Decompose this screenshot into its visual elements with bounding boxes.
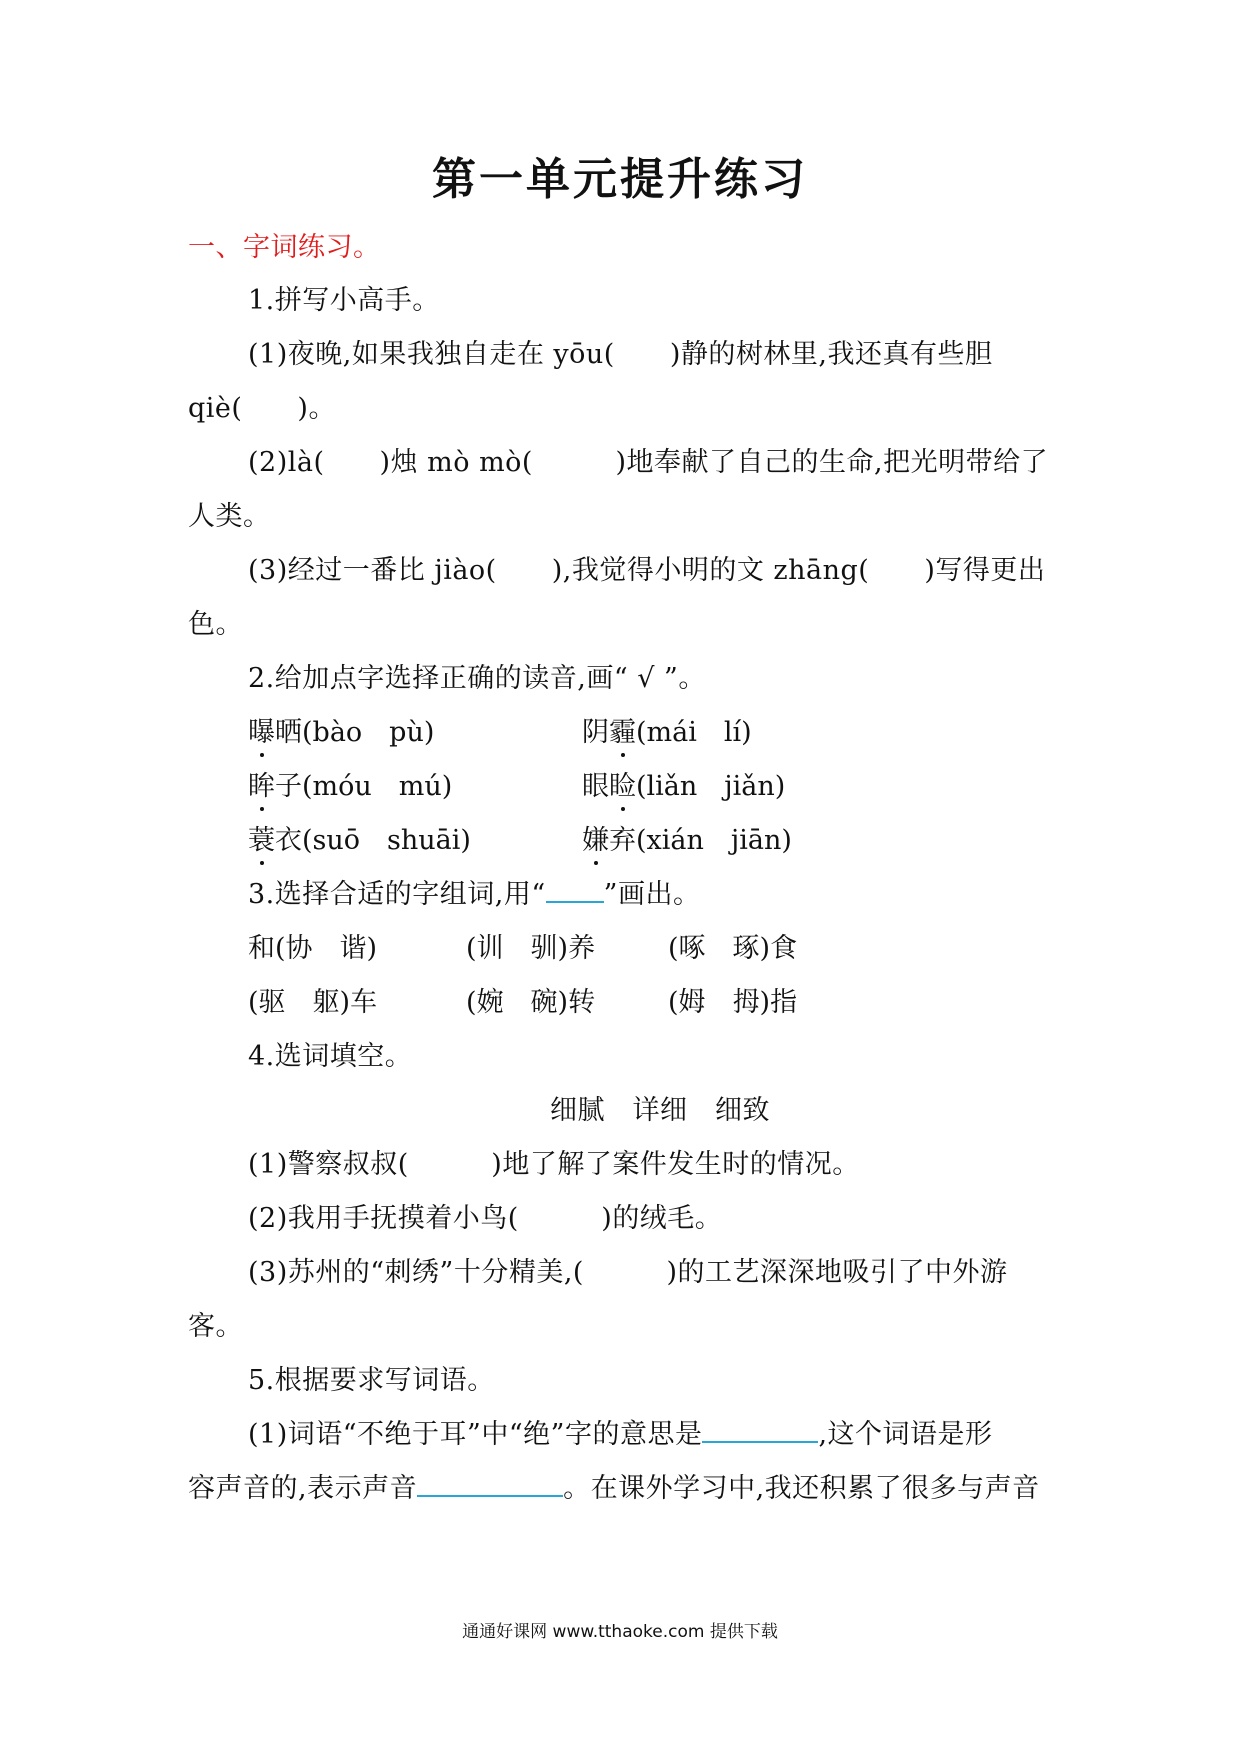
q5-text: ,这个词语是形	[818, 1419, 993, 1450]
page-footer: 通通好课网 www.tthaoke.com 提供下载	[462, 1622, 778, 1642]
dotted-char: 曝	[248, 715, 275, 751]
q2-item-text: 弃(xián jiān)	[609, 825, 792, 856]
q4-heading: 4.选词填空。	[248, 1041, 413, 1072]
q2-item-3b	[582, 823, 792, 859]
q1-line-5: (3)经过一番比 jiào( ),我觉得小明的文 zhāng( )写得更出	[248, 555, 1046, 586]
q2-item-1a	[248, 715, 434, 751]
q3-option: (婉 碗)转	[466, 987, 596, 1018]
dotted-char: 眸	[248, 769, 275, 805]
q2-item-1b	[582, 715, 752, 751]
q3-option: (啄 琢)食	[668, 933, 798, 964]
q1-line-4: 人类。	[188, 501, 271, 532]
q1-line-6: 色。	[188, 609, 243, 640]
page-title: 第一单元提升练习	[432, 154, 808, 205]
q1-line-2: qiè( )。	[188, 393, 336, 424]
q5-text: (1)词语“不绝于耳”中“绝”字的意思是	[248, 1419, 703, 1450]
q4-line-4: 客。	[188, 1311, 243, 1342]
q4-line-1: (1)警察叔叔( )地了解了案件发生时的情况。	[248, 1149, 860, 1180]
q2-heading: 2.给加点字选择正确的读音,画“ √ ”。	[248, 663, 706, 694]
q3-option: 和(协 谐)	[248, 933, 378, 964]
q5-text: 容声音的,表示声音	[188, 1473, 418, 1504]
answer-blank[interactable]	[702, 1437, 818, 1443]
q2-item-text: (liǎn jiǎn)	[636, 771, 786, 802]
section-heading: 一、字词练习。	[188, 232, 381, 263]
q5-text: 。在课外学习中,我还积累了很多与声音	[563, 1473, 1040, 1504]
q2-item-text: 子(móu mú)	[275, 771, 453, 802]
underline-sample	[546, 897, 604, 903]
q1-line-3: (2)là( )烛 mò mò( )地奉献了自己的生命,把光明带给了	[248, 447, 1049, 478]
q3-option: (姆 拇)指	[668, 987, 798, 1018]
q3-option: (训 驯)养	[466, 933, 596, 964]
dotted-char: 嫌	[582, 823, 609, 859]
q3-heading	[248, 877, 700, 913]
q5-line-2	[188, 1471, 1040, 1507]
q1-heading: 1.拼写小高手。	[248, 285, 440, 316]
q5-line-1	[248, 1417, 993, 1453]
q4-line-2: (2)我用手抚摸着小鸟( )的绒毛。	[248, 1203, 723, 1234]
q4-word-bank: 细腻 详细 细致	[550, 1095, 770, 1126]
dotted-char: 睑	[609, 769, 636, 805]
q2-item-prefix: 阴	[582, 717, 609, 748]
q2-item-3a	[248, 823, 471, 859]
dotted-char: 霾	[609, 715, 636, 751]
q2-item-2a	[248, 769, 452, 805]
q1-line-1: (1)夜晚,如果我独自走在 yōu( )静的树林里,我还真有些胆	[248, 339, 993, 370]
q3-heading-text: 3.选择合适的字组词,用“	[248, 879, 546, 910]
q3-option: (驱 躯)车	[248, 987, 378, 1018]
dotted-char: 蓑	[248, 823, 275, 859]
q2-item-text: (mái lí)	[636, 717, 752, 748]
q2-item-text: 晒(bào pù)	[275, 717, 435, 748]
q2-item-text: 衣(suō shuāi)	[275, 825, 471, 856]
q3-heading-text-end: ”画出。	[603, 879, 701, 910]
q2-item-prefix: 眼	[582, 771, 609, 802]
q4-line-3: (3)苏州的“刺绣”十分精美,( )的工艺深深地吸引了中外游	[248, 1257, 1008, 1288]
q5-heading: 5.根据要求写词语。	[248, 1365, 495, 1396]
q2-item-2b	[582, 769, 785, 805]
answer-blank[interactable]	[417, 1491, 563, 1497]
